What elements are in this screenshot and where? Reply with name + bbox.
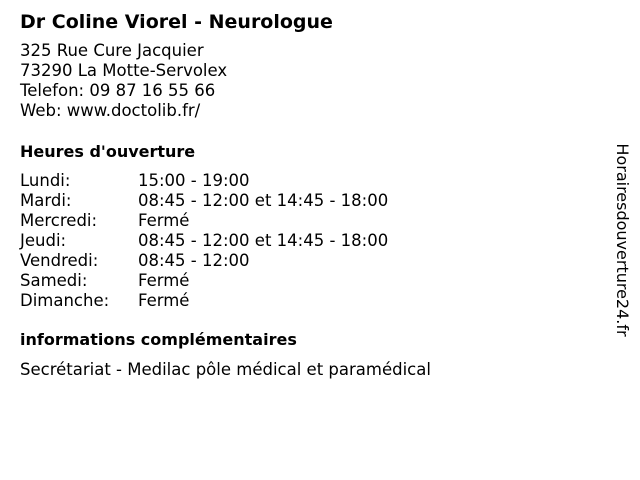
hours-row-tuesday xyxy=(20,191,600,211)
address-street: 325 Rue Cure Jacquier xyxy=(20,41,204,60)
additional-info-text: Secrétariat - Medilac pôle médical et paramédical xyxy=(20,360,431,379)
address-city: 73290 La Motte-Servolex xyxy=(20,61,228,80)
hours-time-value: 15:00 - 19:00 xyxy=(138,171,250,190)
hours-day-label: Mardi: xyxy=(20,191,72,210)
hours-row-saturday xyxy=(20,271,600,291)
additional-info-heading: informations complémentaires xyxy=(20,330,297,349)
hours-time-value: Fermé xyxy=(138,211,190,230)
web-line: Web: www.doctolib.fr/ xyxy=(20,101,201,120)
phone-line: Telefon: 09 87 16 55 66 xyxy=(20,81,216,100)
address-block xyxy=(20,41,600,121)
hours-time-value: 08:45 - 12:00 et 14:45 - 18:00 xyxy=(138,191,389,210)
hours-row-monday xyxy=(20,171,600,191)
hours-time-value: Fermé xyxy=(138,291,190,310)
hours-row-friday xyxy=(20,251,600,271)
hours-row-wednesday xyxy=(20,211,600,231)
hours-day-label: Vendredi: xyxy=(20,251,99,270)
site-watermark: Horairesdouverture24.fr xyxy=(613,143,632,337)
hours-time-value: 08:45 - 12:00 xyxy=(138,251,250,270)
practice-card xyxy=(20,8,600,380)
hours-time-value: 08:45 - 12:00 et 14:45 - 18:00 xyxy=(138,231,389,250)
hours-day-label: Dimanche: xyxy=(20,291,110,310)
hours-time-value: Fermé xyxy=(138,271,190,290)
hours-day-label: Mercredi: xyxy=(20,211,98,230)
hours-row-thursday xyxy=(20,231,600,251)
hours-day-label: Lundi: xyxy=(20,171,71,190)
practice-title: Dr Coline Viorel - Neurologue xyxy=(20,11,333,33)
opening-hours-list xyxy=(20,171,600,311)
opening-hours-heading: Heures d'ouverture xyxy=(20,142,196,161)
hours-row-sunday xyxy=(20,291,600,311)
hours-day-label: Jeudi: xyxy=(20,231,67,250)
hours-day-label: Samedi: xyxy=(20,271,88,290)
